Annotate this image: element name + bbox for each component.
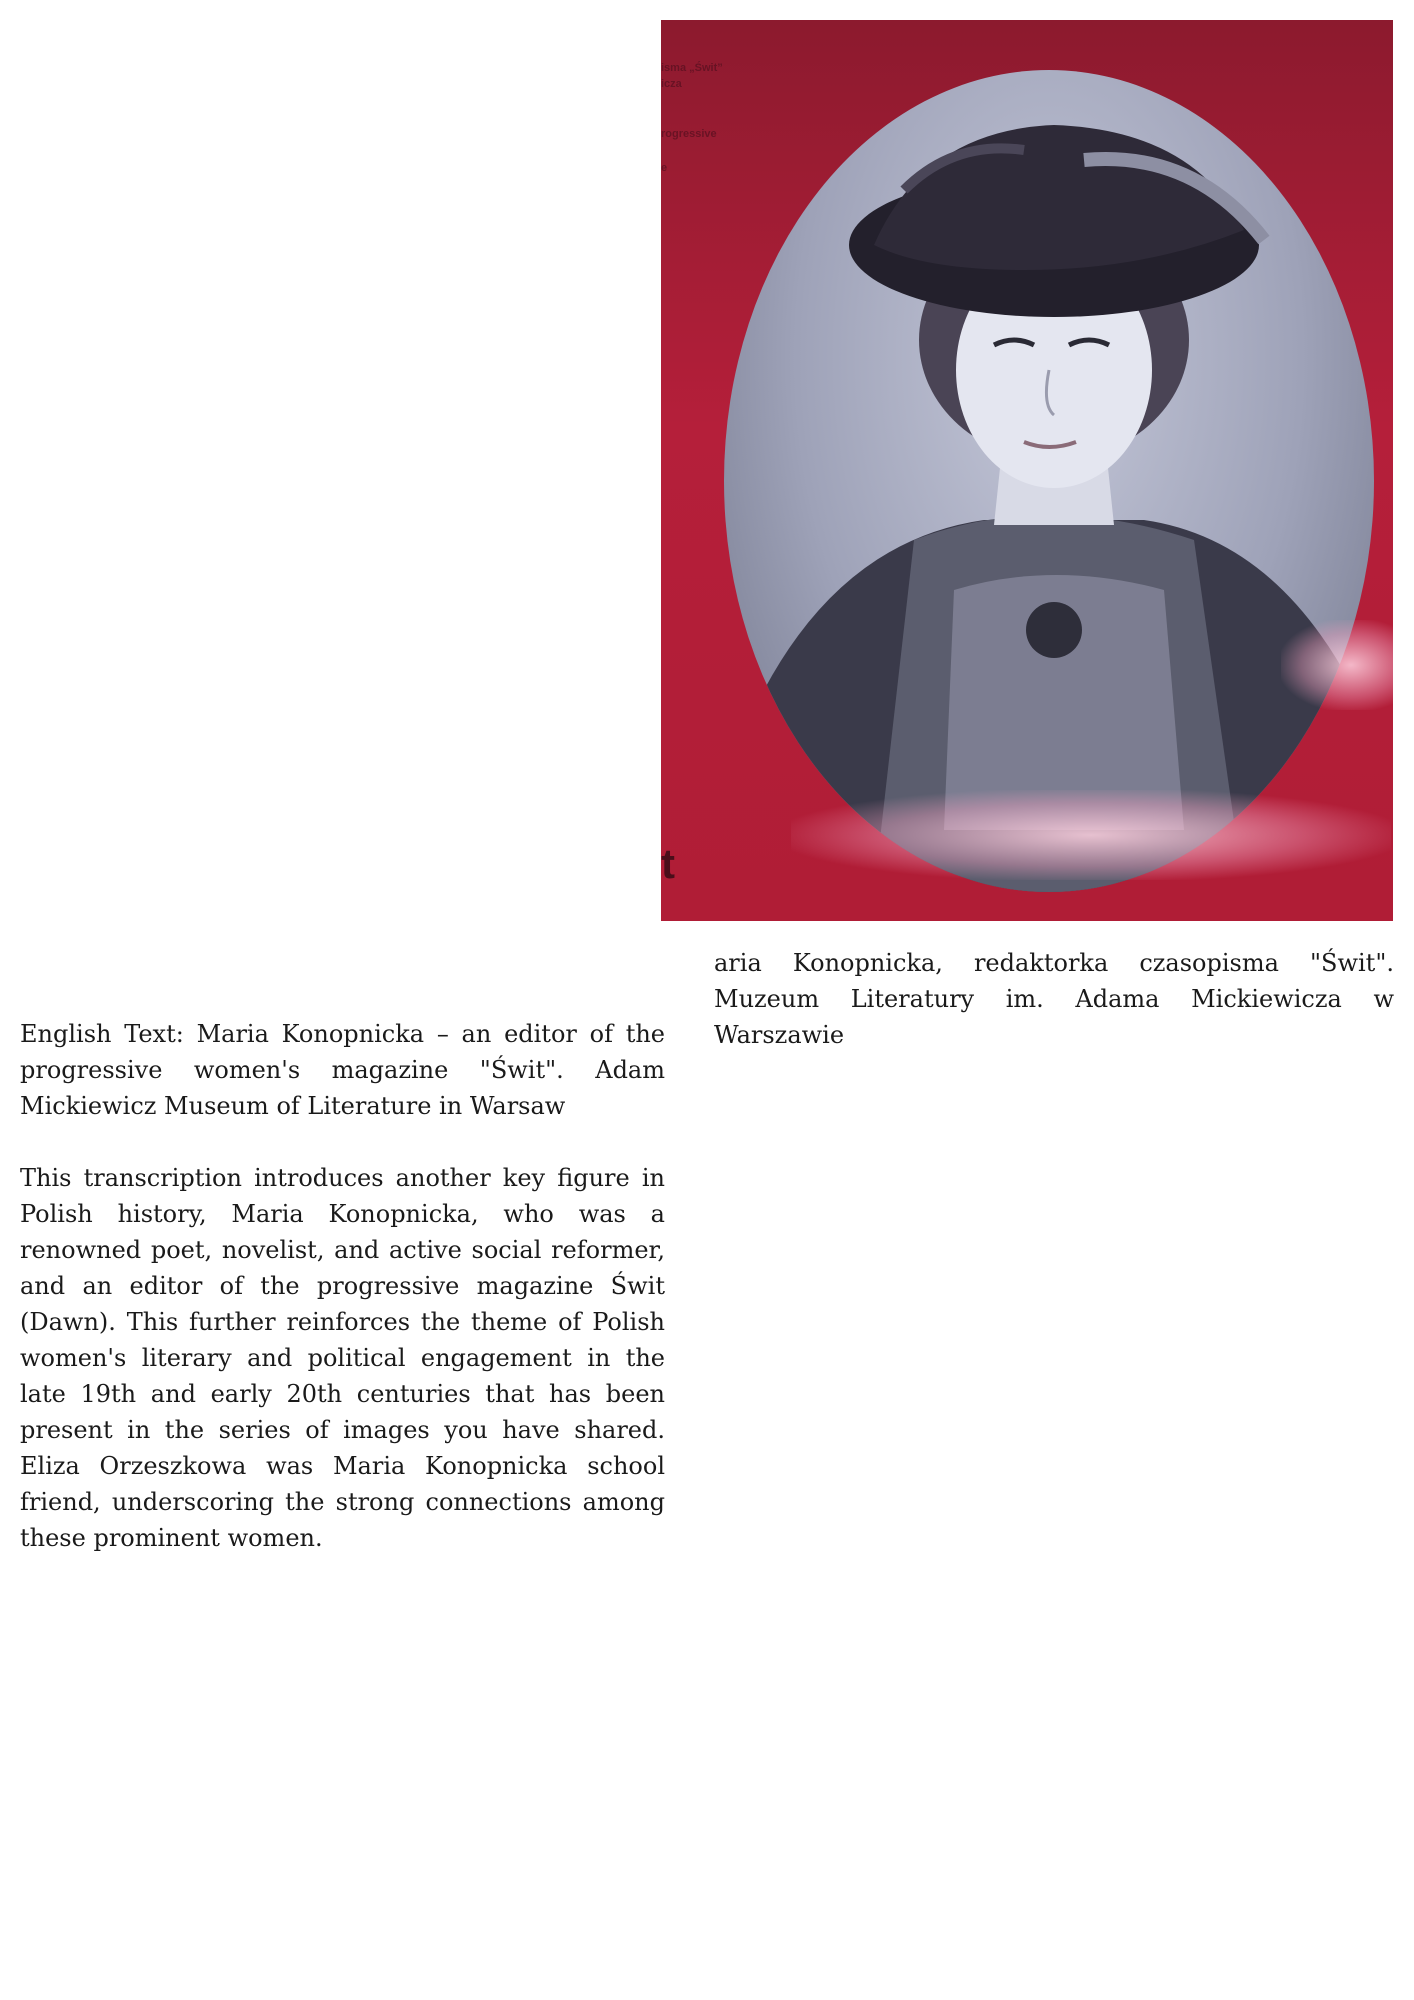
commentary-paragraph: This transcription introduces another key figure in Polish history, Maria Konopnicka, who was a renowned poet, novelist, and active social reformer, and an editor of the progressive magazine Świt (Dawn). This further reinforces the theme of Polish women's literary and political engagement in the late 19th and early 20th centuries that has been present in the series of images you have shared. Eliza Orzeszkowa was Maria Konopnicka school friend, underscoring the strong connections among these prominent women.	[20, 1164, 665, 1552]
photo-edge-text: icza	[661, 78, 682, 90]
photo-glare	[1281, 620, 1393, 710]
museum-photo	[661, 20, 1393, 921]
photo-edge-text: isma „Świt”	[661, 62, 723, 74]
english-translation: English Text: Maria Konopnicka – an editor of the progressive women's magazine "Świt". Adam Mickiewicz Museum of Literature in Warsaw	[20, 1020, 665, 1120]
polish-caption: aria Konopnicka, redaktorka czasopisma "Świt". Muzeum Literatury im. Adama Mickiewicza w Warszawie	[714, 949, 1394, 1049]
photo-edge-text: rogressive	[661, 128, 717, 140]
photo-edge-letter: t	[661, 840, 675, 887]
photo-glare	[791, 790, 1391, 880]
portrait-illustration	[724, 70, 1374, 892]
transcription-column	[20, 1016, 665, 1592]
oval-portrait	[724, 70, 1374, 892]
photo-edge-text: e	[661, 162, 668, 174]
